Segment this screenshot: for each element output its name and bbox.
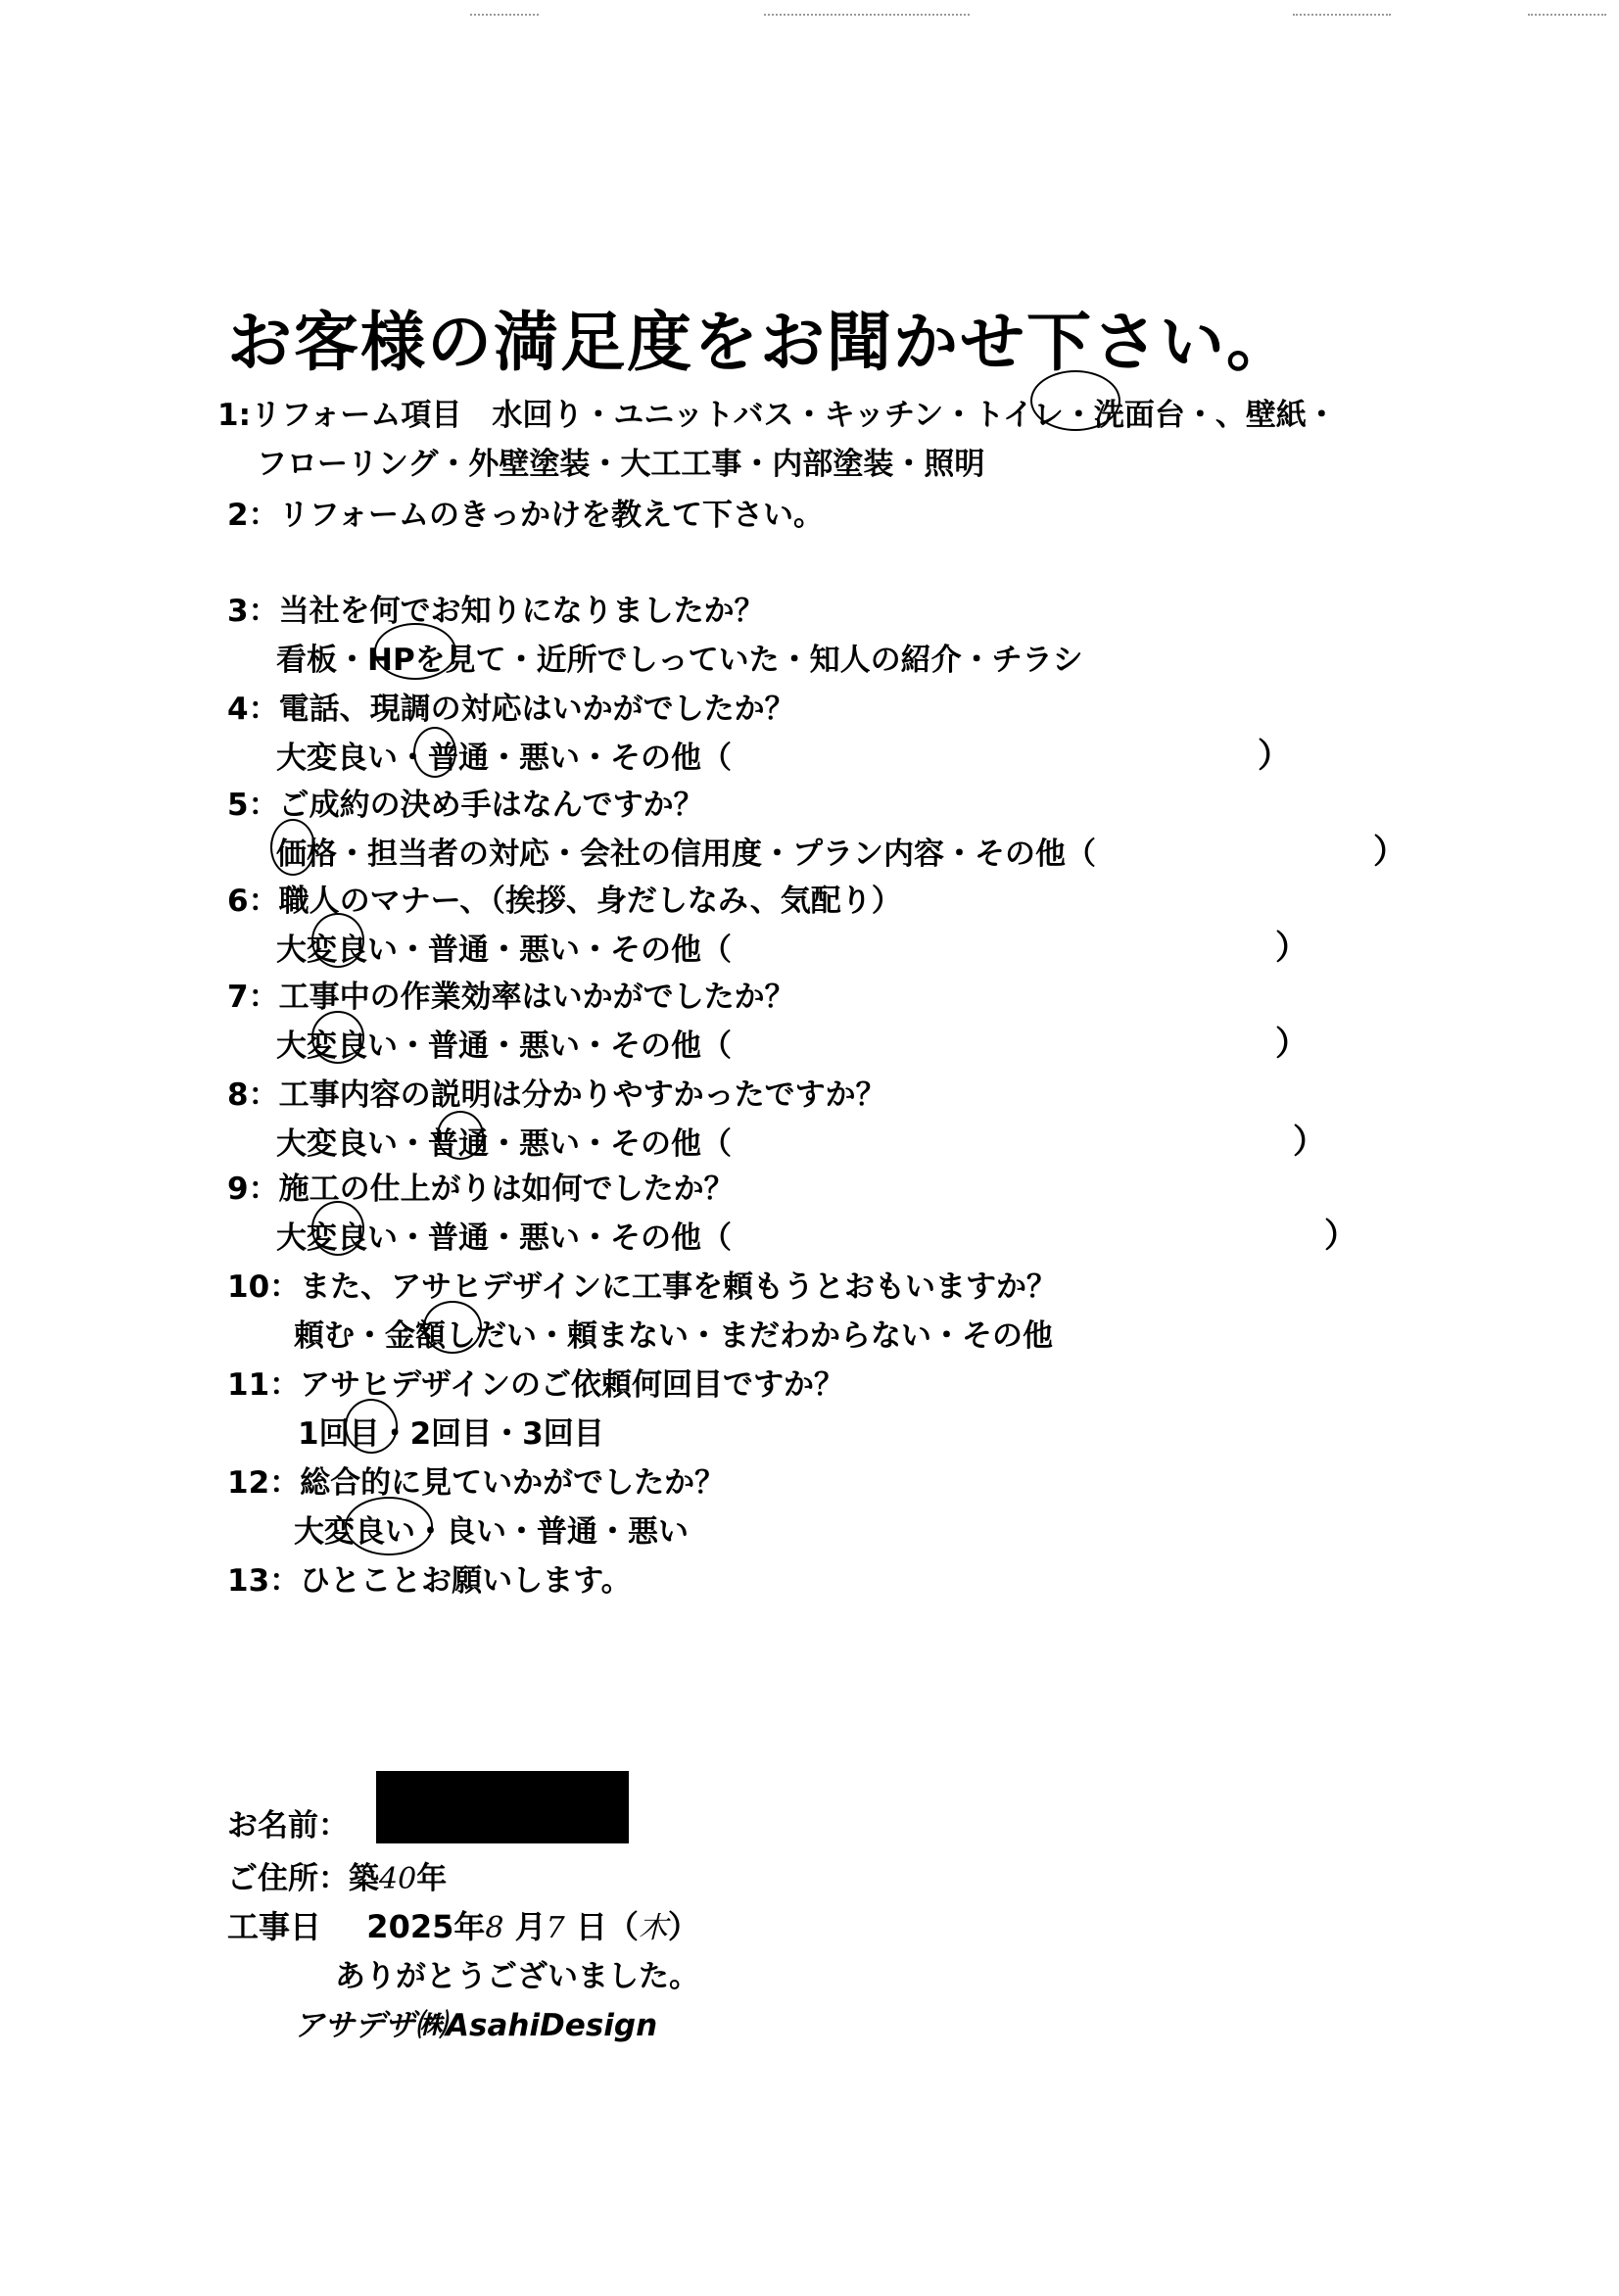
question-colon: ：: [248, 884, 279, 919]
paren-close: ）: [1293, 1123, 1326, 1162]
handwritten-month: 8: [485, 1911, 504, 1945]
question-text: ひとことお願いします。: [300, 1563, 632, 1599]
question-colon: ：: [269, 1465, 301, 1501]
question-text: また、アサヒデザインに工事を頼もうとおもいますか？: [300, 1269, 1057, 1305]
answer-4: 大変良い・普通・悪い・その他（: [276, 741, 732, 776]
question-text: 電話、現調の対応はいかがでしたか？: [278, 692, 795, 727]
question-4: [227, 684, 795, 728]
redacted-name: [376, 1771, 629, 1843]
answer-7: 大変良い・普通・悪い・その他（: [276, 1028, 732, 1064]
question-colon: :: [238, 398, 251, 433]
question-11: [227, 1360, 844, 1404]
question-number: 7: [227, 980, 249, 1015]
question-text: ご成約の決め手はなんですか？: [278, 788, 704, 823]
question-text: 総合的に見ていかがでしたか？: [300, 1465, 726, 1501]
question-colon: ：: [269, 1563, 301, 1599]
paren-close: ）: [1258, 737, 1291, 776]
question-number: 2: [227, 498, 249, 533]
question-9: [227, 1164, 735, 1208]
answer-5: 価格・担当者の対応・会社の信用度・プラン内容・その他（: [276, 837, 1096, 872]
question-number: 1: [217, 398, 239, 433]
answer-11: 1回目・2回目・3回目: [298, 1416, 604, 1452]
question-colon: ：: [248, 1077, 279, 1113]
question-colon: ：: [248, 980, 279, 1015]
thanks-text: ありがとうございました。: [335, 1959, 699, 1994]
question-number: 5: [227, 788, 249, 823]
date-label: 工事日: [227, 1908, 322, 1945]
handwritten-weekday: 木: [638, 1911, 668, 1945]
question-13: [227, 1555, 632, 1600]
question-colon: ：: [248, 1172, 279, 1207]
question-number: 12: [227, 1465, 270, 1501]
address-suffix: 年: [416, 1861, 448, 1896]
question-6: [227, 876, 902, 920]
scan-artifact: [1528, 14, 1606, 18]
question-1: [217, 390, 1337, 434]
question-number: 8: [227, 1077, 249, 1113]
question-colon: ：: [269, 1269, 301, 1305]
question-number: 11: [227, 1367, 270, 1403]
question-number: 13: [227, 1563, 270, 1599]
answer-8: 大変良い・普通・悪い・その他（: [276, 1126, 732, 1162]
paren-close: ）: [1373, 833, 1406, 872]
answer-6: 大変良い・普通・悪い・その他（: [276, 933, 732, 968]
name-label: お名前：: [227, 1808, 349, 1843]
question-colon: ：: [269, 1367, 301, 1403]
question-colon: ：: [248, 692, 279, 727]
scan-artifact: [764, 14, 970, 18]
paren-close: ）: [1324, 1217, 1357, 1256]
question-text: 工事内容の説明は分かりやすかったですか？: [278, 1077, 886, 1113]
question-text: 当社を何でお知りになりましたか？: [278, 594, 765, 629]
scan-artifact: [470, 14, 539, 18]
question-1-continued: フローリング・外壁塗装・大工工事・内部塗装・照明: [257, 447, 985, 482]
question-text: 職人のマナー、（挨拶、身だしなみ、気配り）: [278, 884, 902, 919]
question-number: 3: [227, 594, 249, 629]
answer-9: 大変良い・普通・悪い・その他（: [276, 1220, 732, 1256]
paren-close: ）: [1275, 929, 1309, 968]
question-text: リフォームのきっかけを教えて下さい。: [278, 498, 825, 533]
question-text: アサヒデザインのご依頼何回目ですか？: [300, 1367, 844, 1403]
question-text: 工事中の作業効率はいかがでしたか？: [278, 980, 795, 1015]
question-5: [227, 780, 704, 824]
handwritten-day: 7: [546, 1911, 565, 1945]
date-year: 2025年: [366, 1908, 486, 1945]
question-number: 9: [227, 1172, 249, 1207]
date-day: 日（: [575, 1908, 639, 1945]
question-colon: ：: [248, 594, 279, 629]
question-colon: ：: [248, 498, 279, 533]
address-line: [227, 1853, 447, 1897]
question-10: [227, 1262, 1057, 1306]
answer-10: 頼む・金額しだい・頼まない・まだわからない・その他: [294, 1318, 1053, 1354]
address-label: ご住所：築: [227, 1861, 379, 1896]
question-2: [227, 490, 824, 534]
date-close: ）: [667, 1908, 699, 1945]
page-title: お客様の満足度をお聞かせ下さい。: [227, 305, 1293, 380]
construction-date: [227, 1902, 699, 1947]
question-number: 6: [227, 884, 249, 919]
handwritten-age: 40: [379, 1862, 417, 1896]
question-7: [227, 972, 795, 1016]
question-text: リフォーム項目 水回り・ユニットバス・キッチン・トイレ・洗面台・、壁紙・: [250, 398, 1337, 433]
question-text: 施工の仕上がりは如何でしたか？: [278, 1172, 735, 1207]
scan-artifact: [1293, 14, 1391, 18]
question-colon: ：: [248, 788, 279, 823]
paren-close: ）: [1275, 1025, 1309, 1064]
question-number: 4: [227, 692, 249, 727]
answer-3: 看板・HPを見て・近所でしっていた・知人の紹介・チラシ: [276, 643, 1083, 678]
question-number: 10: [227, 1269, 270, 1305]
date-month: 月: [514, 1908, 547, 1945]
company-name: アサデザ㈱AsahiDesign: [294, 2008, 658, 2043]
question-12: [227, 1458, 725, 1502]
answer-12: 大変良い・良い・普通・悪い: [294, 1514, 689, 1550]
question-8: [227, 1070, 886, 1114]
question-3: [227, 586, 765, 630]
